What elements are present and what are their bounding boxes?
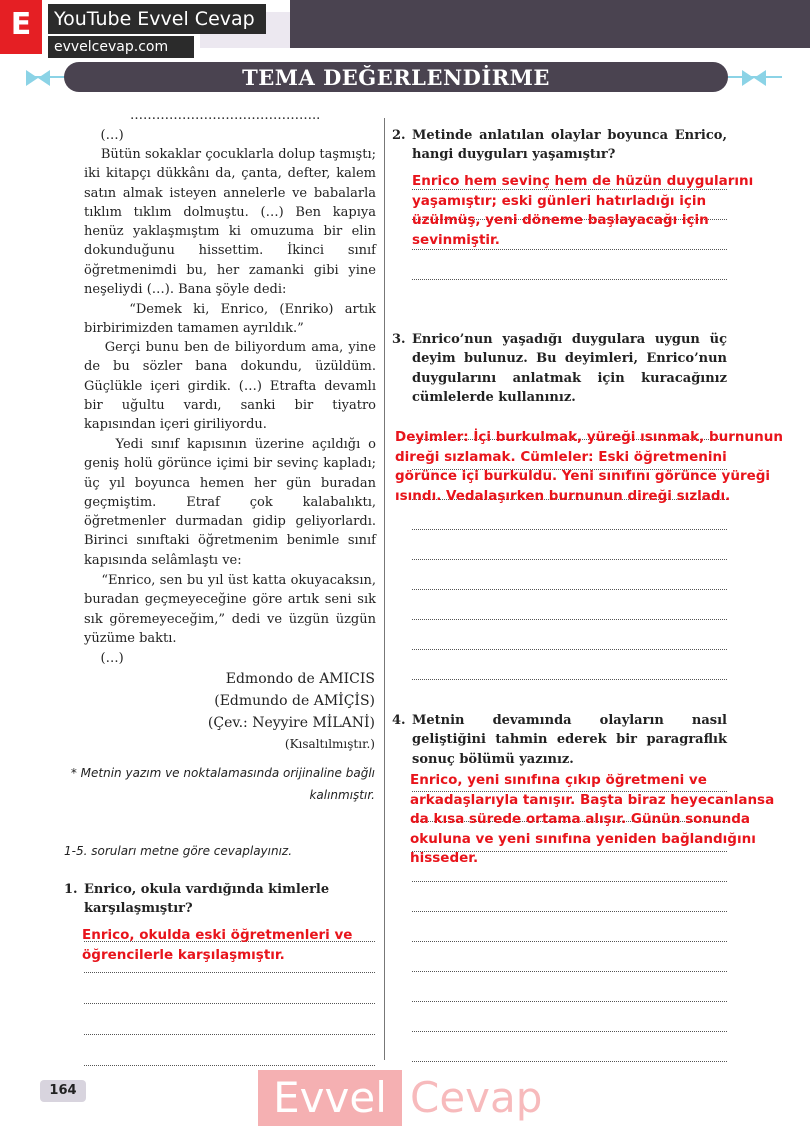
question-number: 4.	[392, 713, 406, 728]
translator-name: (Çev.: Neyyire MİLANİ)	[207, 715, 375, 731]
instruction-text: 1-5. soruları metne göre cevaplayınız.	[64, 844, 293, 858]
question-text: Enrico’nun yaşadığı duygulara uygun üç deyim bulunuz. Bu deyimleri, Enrico’nun duygularını anlatmak için kuracağınız cümlelerde kullanınız.	[412, 332, 727, 405]
question-number: 1.	[64, 882, 78, 897]
watermark-cevap: Cevap	[410, 1073, 543, 1122]
question-number: 2.	[392, 128, 406, 143]
question-text: Metinde anlatılan olaylar boyunca Enrico, hangi duyguları yaşamıştır?	[412, 128, 727, 163]
question-text: Enrico, okula vardığında kimlerle karşılaşmıştır?	[84, 882, 330, 917]
column-divider	[384, 118, 385, 1060]
answer-2: Enrico hem sevinç hem de hüzün duygularını yaşamıştır; eski günleri hatırladığı için üzülmüş, yeni döneme başlayacağı için sevinmiştir.	[412, 173, 754, 248]
source-note: * Metnin yazım ve noktalamasında orijinaline bağlı kalınmıştır.	[70, 766, 375, 802]
question-text: Metnin devamında olayların nasıl geliştiğini tahmin ederek bir paragraflık sonuç bölümü yazınız.	[412, 713, 727, 767]
watermark-evvel: Evvel	[258, 1070, 402, 1126]
passage-paragraph: “Demek ki, Enrico, (Enriko) artık birbirimizden tamamen ayrıldık.”	[84, 302, 377, 337]
youtube-channel-label[interactable]: YouTube Evvel Cevap	[48, 4, 266, 34]
answer-4: Enrico, yeni sınıfına çıkıp öğretmeni ve arkadaşlarıyla tanışır. Başta biraz heyecanlansa da kısa sürede ortama alışır. Günün sonunda okuluna ve yeni sınıfına yeniden bağlandığını hisseder.	[410, 772, 775, 866]
question-4	[392, 711, 727, 769]
question-number: 3.	[392, 332, 406, 347]
passage-paragraph: Yedi sınıf kapısının üzerine açıldığı o geniş holü görünce içimi bir sevinç kapladı; üç yıl boyunca hemen her gün buradan geçmiştim. Etraf çok kalabalıktı, öğretmenler durmadan gidip geliyorlardı. Birinci sınıftaki öğretmenim benimle sınıf kapısında selâmlaştı ve:	[84, 437, 376, 568]
abridged-note: (Kısaltılmıştır.)	[284, 737, 375, 751]
passage-ellipsis: (…)	[100, 128, 124, 143]
author-pronunciation: (Edmundo de AMİÇİS)	[214, 693, 375, 709]
answer-1: Enrico, okulda eski öğretmenleri ve öğrencilerle karşılaşmıştır.	[82, 927, 353, 963]
page-number: 164	[40, 1080, 86, 1102]
passage-paragraph: Gerçi bunu ben de biliyordum ama, yine de bu sözler bana dokundu, üzüldüm. Güçlükle içeri girdik. (…) Etrafta devamlı bir uğultu vardı, sanki bir tiyatro kapısından içeri giriliyordu.	[84, 340, 377, 433]
passage-ellipsis: (…)	[100, 651, 124, 666]
question-2	[392, 126, 727, 165]
answer-3: Deyimler: İçi burkulmak, yüreği ısınmak, burnunun direği sızlamak. Cümleler: Eski öğretmenini görünce içi burkuldu. Yeni sınıfını görünce yüreği ısındı. Vedalaşırken burnunun direği sızladı.	[395, 429, 783, 504]
question-1	[64, 880, 375, 919]
page-title: TEMA DEĞERLENDİRME	[64, 62, 728, 92]
bow-right-icon	[742, 68, 766, 88]
passage-dots: ……………………………………..	[130, 108, 321, 123]
evvel-logo[interactable]: E	[0, 0, 42, 54]
passage-paragraph: “Enrico, sen bu yıl üst katta okuyacaksın, buradan geçmeyeceğine göre artık seni sık sık göremeyeceğim,” dedi ve üzgün üzgün yüzüme baktı.	[84, 573, 376, 646]
author-name: Edmondo de AMICIS	[225, 671, 375, 687]
site-url-label[interactable]: evvelcevap.com	[48, 36, 194, 58]
bow-left-icon	[26, 68, 50, 88]
question-3	[392, 330, 727, 407]
header-dark-band	[290, 0, 810, 48]
passage-paragraph: Bütün sokaklar çocuklarla dolup taşmıştı; iki kitapçı dükkânı da, çanta, defter, kalem satın almak isteyen annelerle ve babalarla tıklım tıklım dolmuştu. (…) Ben kapıya henüz yaklaşmıştım ki omuzuma bir elin dokunduğunu hissettim. İkinci sınıf öğretmenimdi bu, her zamanki gibi yine neşeliydi (…). Bana şöyle dedi:	[84, 147, 376, 298]
